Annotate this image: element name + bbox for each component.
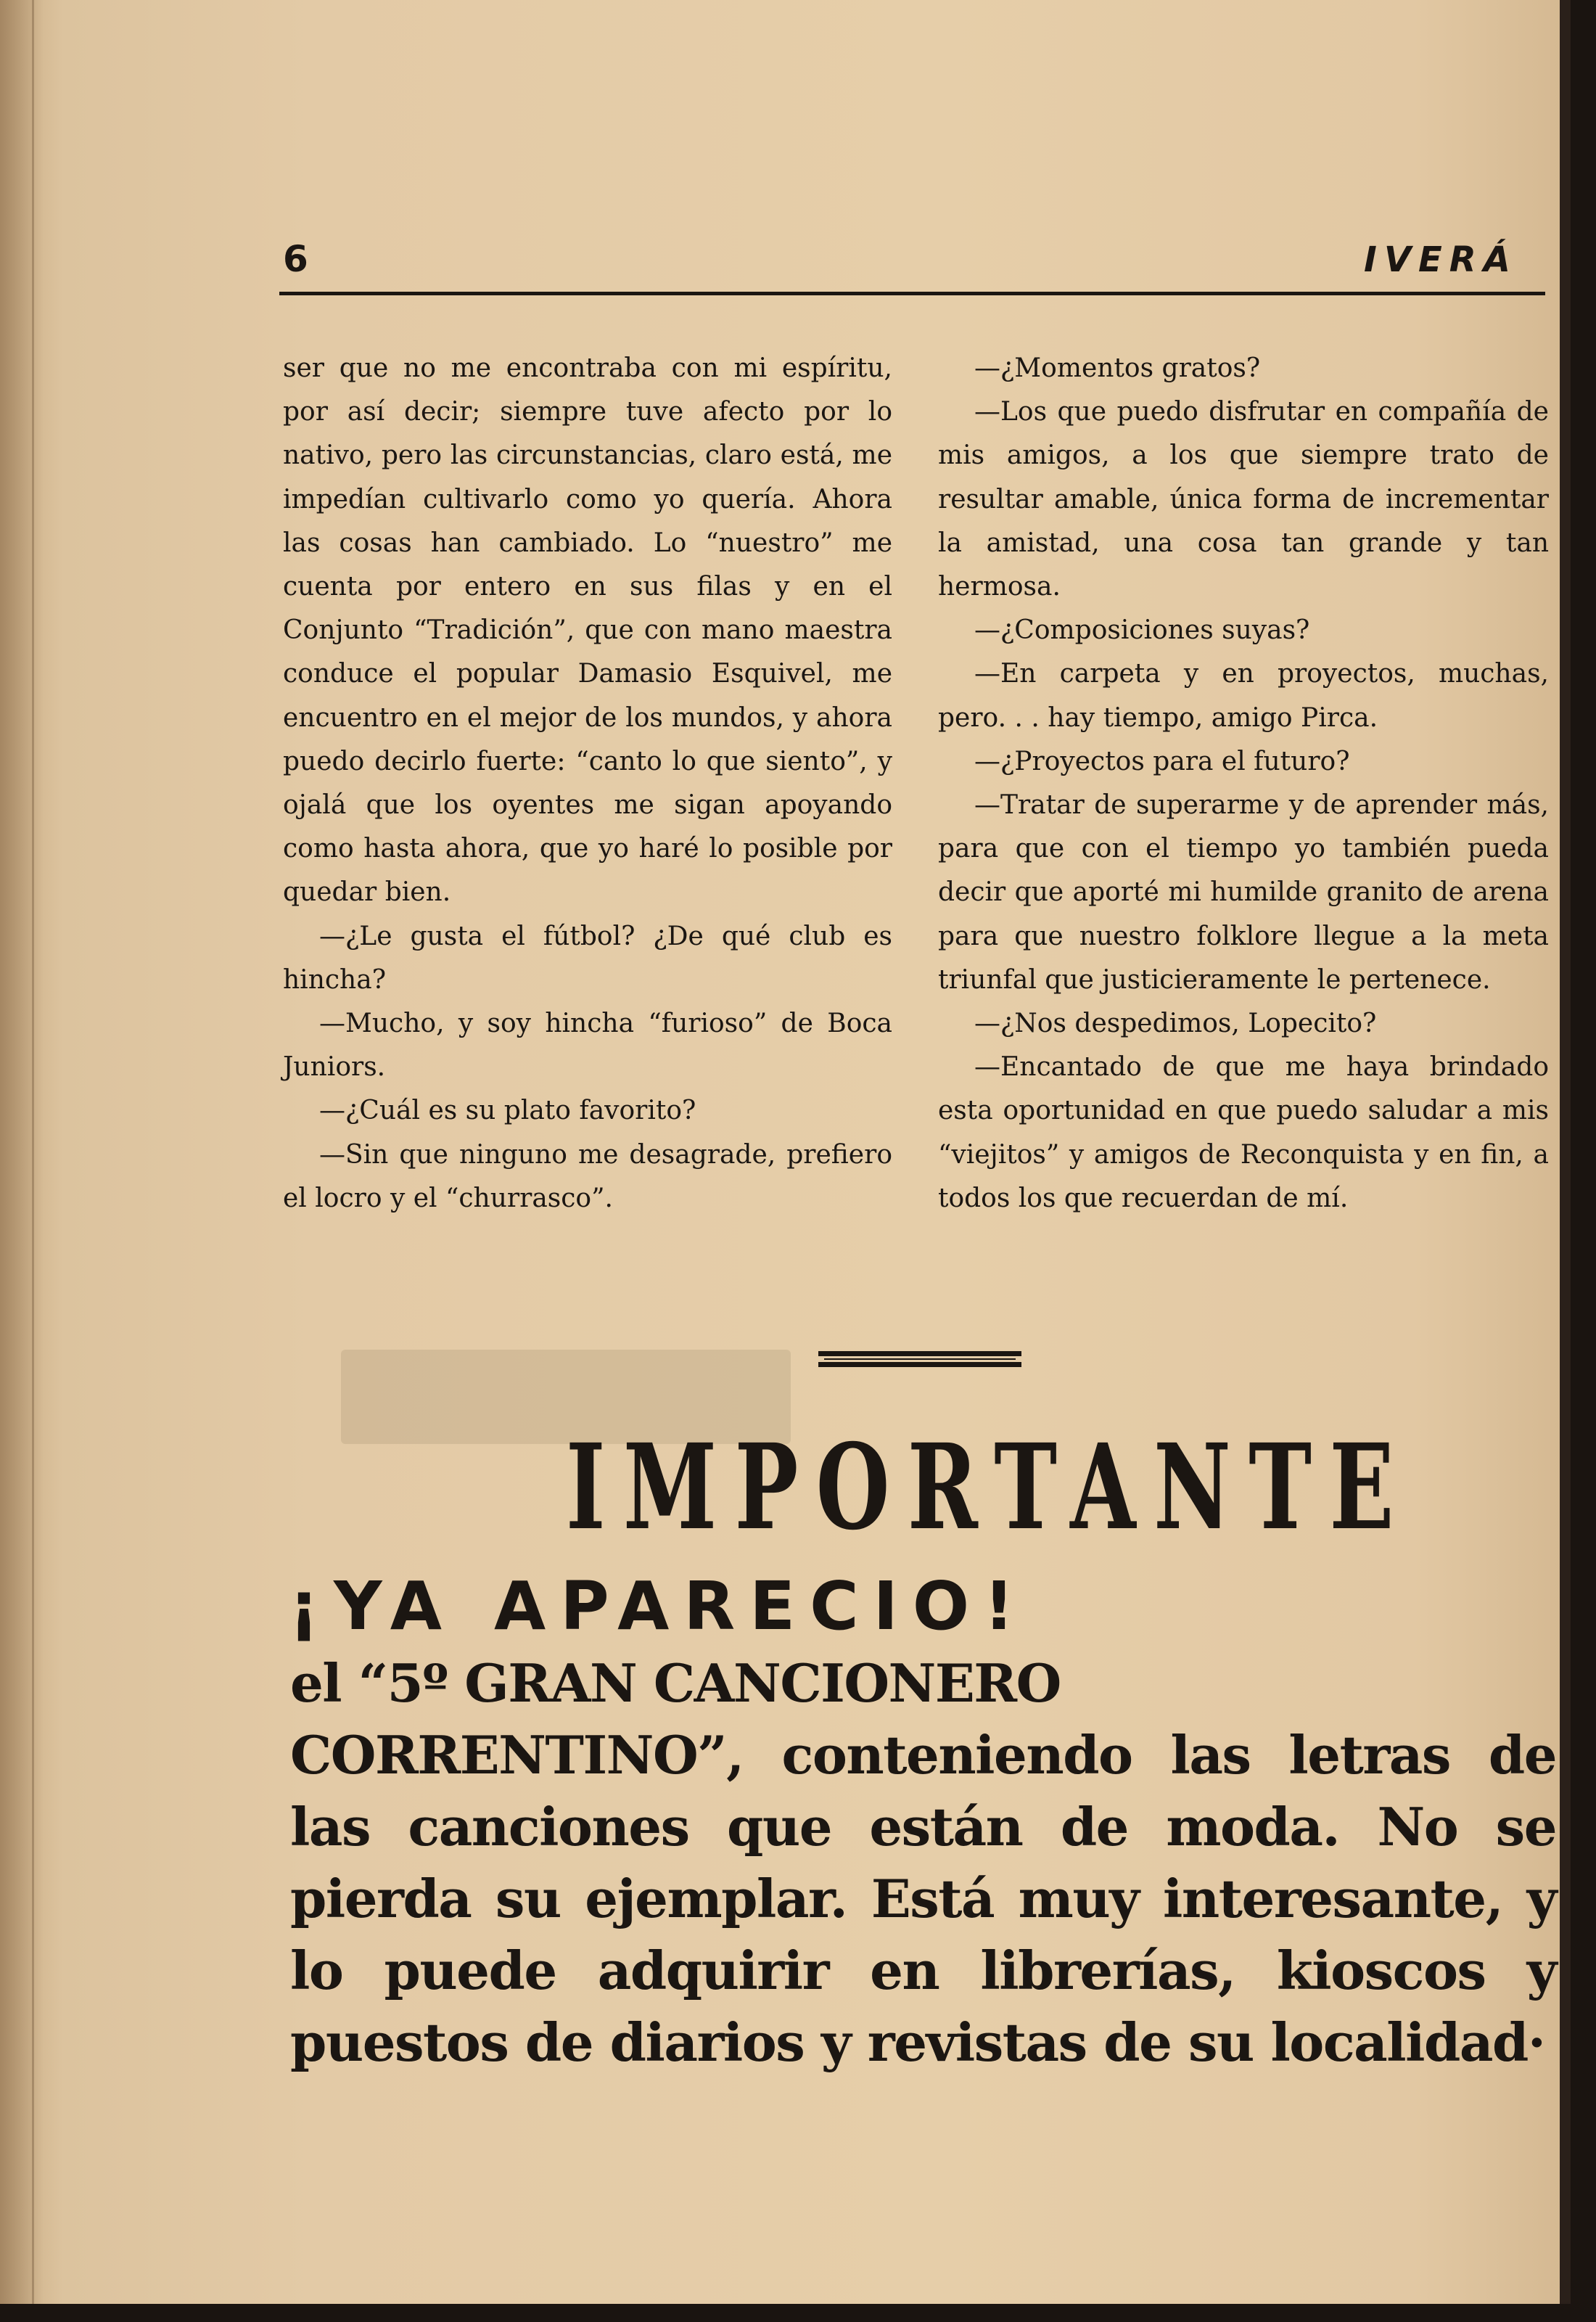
paragraph: —Sin que ninguno me desagrade, prefiero el locro y el “churrasco”. — [283, 1139, 892, 1213]
paragraph: —¿Proyectos para el futuro? — [974, 746, 1350, 776]
paragraph: ser que no me encontraba con mi espíritu, por así decir; siempre tuve afecto por lo nativo, pero las circunstancias, claro está, me impedían cultivarlo como yo quería. Ahora las cosas han cambiado. Lo “nuestro” me cuenta por entero en sus filas y en el Conjunto “Tradición”, que con mano maestra conduce el popular Damasio Esquivel, me encuentro en el mejor de los mundos, y ahora puedo decirlo fuerte: “canto lo que siento”, y ojalá que los oyentes me sigan apoyando como hasta ahora, que yo haré lo posible por quedar bien. — [283, 353, 892, 908]
paragraph: —Los que puedo disfrutar en compañía de mis amigos, a los que siempre trato de resultar amable, única forma de incrementar la amistad, una cosa tan grande y tan hermosa. — [938, 397, 1549, 602]
ad-subhead: ¡YA APARECIO! — [289, 1567, 1029, 1645]
ad-lead: el “5º GRAN CANCIONERO — [290, 1652, 1061, 1714]
paragraph: —En carpeta y en proyectos, muchas, pero. . . hay tiempo, amigo Pirca. — [938, 659, 1549, 733]
paragraph: —¿Cuál es su plato favorito? — [319, 1096, 696, 1126]
ad-body — [290, 1647, 1556, 2078]
ad-headline: IMPORTANTE — [566, 1419, 1412, 1556]
left-column — [283, 347, 892, 1221]
paragraph: —Tratar de superarme y de aprender más, para que con el tiempo yo también pueda decir que aporté mi humilde granito de arena para que nuestro folklore llegue a la meta triunfal que justicieramente le pertenece. — [938, 790, 1549, 995]
ad-body-text: CORRENTINO”, conteniendo las letras de las canciones que están de moda. No se pierda su ejemplar. Está muy interesante, y lo puede adquirir en librerías, kioscos y puestos de diarios y revistas de su localidad· — [290, 1724, 1556, 2073]
page-shadow — [0, 0, 44, 2304]
paragraph: —¿Nos despedimos, Lopecito? — [974, 1009, 1377, 1039]
page-edge — [1560, 0, 1571, 2304]
paragraph: —¿Le gusta el fútbol? ¿De qué club es hincha? — [283, 921, 892, 995]
paragraph: —Mucho, y soy hincha “furioso” de Boca Juniors. — [283, 1009, 892, 1083]
right-column — [938, 347, 1549, 1221]
running-title: IVERÁ — [1364, 239, 1518, 280]
header-rule — [279, 292, 1545, 295]
section-divider — [818, 1351, 1021, 1367]
paragraph: —Encantado de que me haya brindado esta oportunidad en que puedo saludar a mis “viejitos” y amigos de Reconquista y en fin, a todos los que recuerdan de mí. — [938, 1052, 1549, 1213]
paragraph: —¿Momentos gratos? — [974, 353, 1261, 383]
paragraph: —¿Composiciones suyas? — [974, 615, 1310, 646]
page-fold — [32, 0, 34, 2304]
page-number: 6 — [283, 238, 308, 280]
